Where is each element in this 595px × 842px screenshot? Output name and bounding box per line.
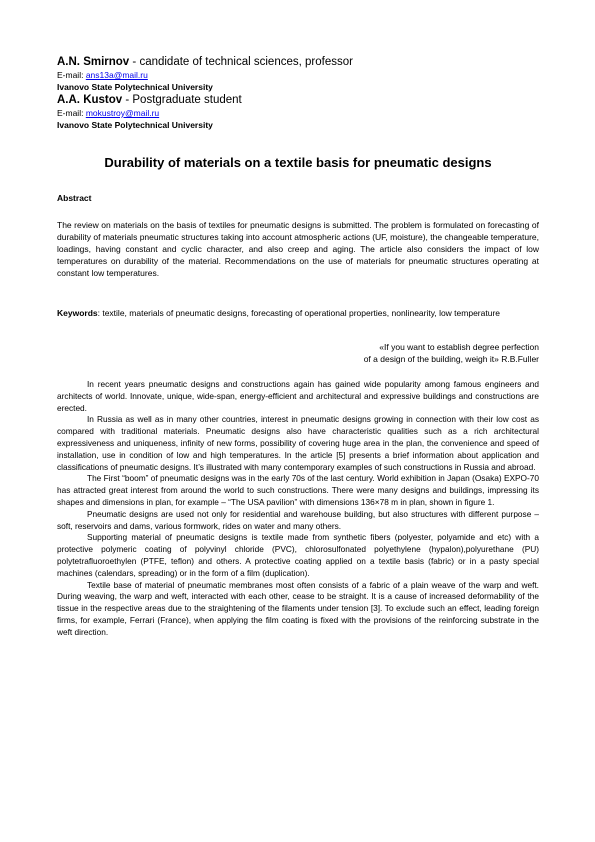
body-paragraph: Supporting material of pneumatic designs is textile made from synthetic fibers (polyester, polyamide and etc) with a protective polymeric coating of polyvinyl chloride (PVC), chlorosulfonated polyethylene (hypalon),polyurethane (PU) polytetrafluoroethylen (PTFE, teflon) and others. A protective coating applied on a textile basis (fabric) or in a pasty special machines (calendars, spreading) or in the form of a film (duplication).: [57, 532, 539, 578]
keywords: [57, 307, 539, 319]
email-link[interactable]: ans13a@mail.ru: [85, 70, 148, 80]
author-block-1: [57, 55, 539, 93]
epigraph-line: «If you want to establish degree perfection: [379, 342, 539, 352]
author-affiliation: Ivanovo State Polytechnical University: [57, 120, 213, 130]
body-paragraph: Textile base of material of pneumatic membranes most often consists of a fabric of a plain weave of the warp and weft. During weaving, the warp and weft, interacted with each other, cease to be straight. It is a cause of increased deformability of the tissue in the respective areas due to the straightening of the filaments under tension [3]. To exclude such an effect, leading foreign firms, for example, Ferrari (France), when applying the film coating is fixed with the provisions of the reinforcing substrate in the weft direction.: [57, 579, 539, 637]
abstract-text: The review on materials on the basis of textiles for pneumatic designs is submitted. The problem is formulated on forecasting of durability of materials pneumatic structures taking into account atmospheric actions (UF, moisture), the changeable temperature, loadings, having constant and cyclic character, and also creep and aging. The article also considers the impact of low temperatures on durability of the material. Recommendations on the use of materials for pneumatic structures operating at constant low temperatures.: [57, 220, 539, 278]
keywords-label: Keywords: [57, 308, 98, 318]
body-paragraph: In Russia as well as in many other countries, interest in pneumatic designs growing in connection with their low cost as compared with traditional materials. Pneumatic designs also have characteristic qualities such as a rich architectural expressiveness and uniqueness, infinity of new forms, possibility of covering huge area in the plan, the convenience and speed of installation, use in condition of low and high temperatures. In the article [5] presents a brief information about application and classifications of pneumatic designs. It’s illustrated with many contemporary examples of such constructions in Russia and abroad.: [57, 414, 539, 472]
keywords-text: : textile, materials of pneumatic designs, forecasting of operational properties, nonlinearity, low temperature: [97, 308, 501, 318]
epigraph: [57, 341, 539, 365]
abstract-heading: Abstract: [57, 193, 92, 203]
body-text: [57, 379, 539, 639]
author-role: - candidate of technical sciences, professor: [129, 56, 353, 68]
author-name: A.A. Kustov: [57, 94, 123, 106]
paper-title: Durability of materials on a textile basis for pneumatic designs: [104, 155, 492, 170]
body-paragraph: Pneumatic designs are used not only for residential and warehouse building, but also structures with different purpose – soft, reservoirs and dams, various formwork, rides on water and many others.: [57, 508, 539, 531]
author-line: [57, 55, 539, 69]
email-link[interactable]: mokustroy@mail.ru: [85, 108, 160, 118]
paper-page: [57, 55, 539, 639]
epigraph-line: of a design of the building, weigh it» R.B.Fuller: [363, 354, 539, 364]
author-name: A.N. Smirnov: [57, 56, 130, 68]
author-line: [57, 93, 539, 107]
author-block-2: [57, 93, 539, 131]
author-role: - Postgraduate student: [122, 94, 242, 106]
email-line: [57, 107, 539, 119]
email-label: E-mail:: [57, 70, 86, 80]
body-paragraph: The First “boom” of pneumatic designs was in the early 70s of the last century. World exhibition in Japan (Osaka) EXPO-70 has attracted great interest from around the world to such constructions. There were many designs and buildings, impressing its shapes and dimensions in plan, for example – “The USA pavilion” with dimensions 136×78 m in plan, shown in figure 1.: [57, 473, 539, 507]
body-paragraph: In recent years pneumatic designs and constructions again has gained wide popularity among famous engineers and architects of world. Innovate, unique, wide-span, energy-efficient and architectural and expressive buildings and constructions are erected.: [57, 379, 539, 413]
email-line: [57, 69, 539, 81]
author-affiliation: Ivanovo State Polytechnical University: [57, 82, 213, 92]
email-label: E-mail:: [57, 108, 86, 118]
